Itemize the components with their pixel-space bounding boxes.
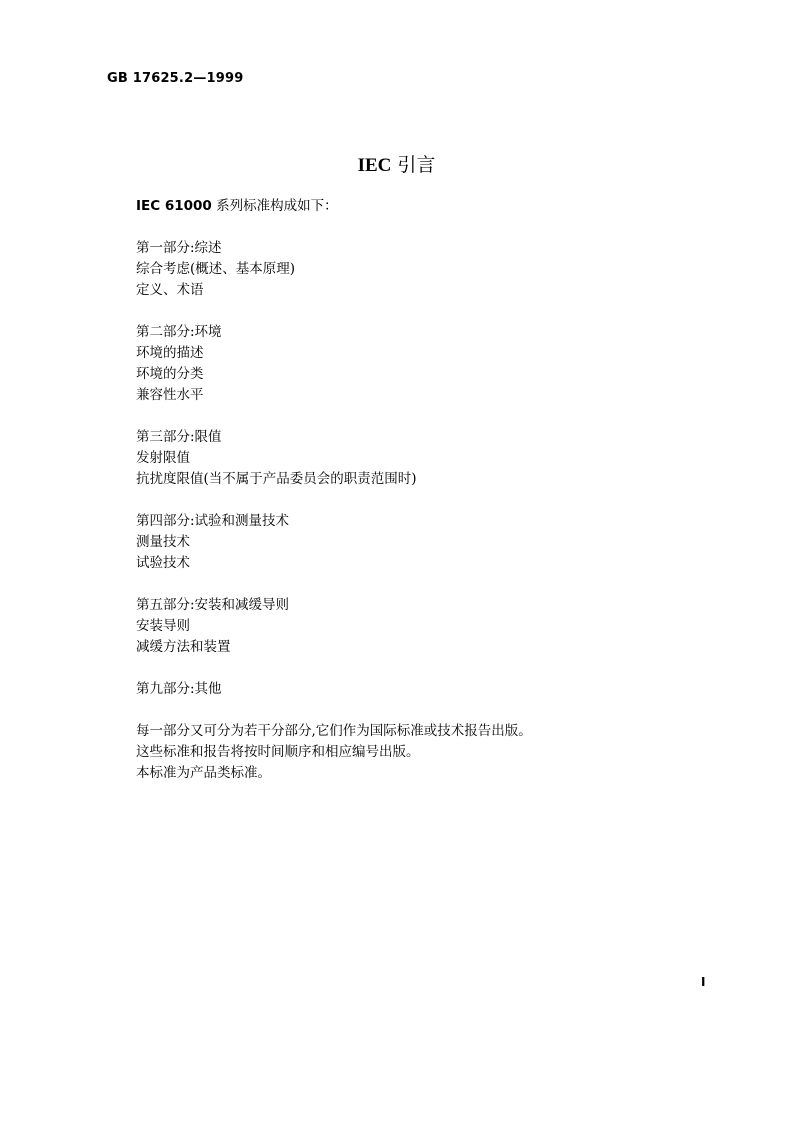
intro-series-name: IEC 61000 [136,198,212,214]
part-item: 定义、术语 [136,282,204,298]
standard-code: GB 17625.2—1999 [107,71,244,86]
part-item: 环境的描述 [136,345,204,361]
document-body [136,196,532,784]
part-item: 试验技术 [136,555,190,571]
part-heading: 第五部分:安装和减缓导则 [136,597,290,613]
title-chinese: 引言 [397,154,436,176]
part-item: 安装导则 [136,618,190,634]
intro-text: 系列标准构成如下： [216,198,338,214]
page-number: I [701,975,706,989]
part-heading: 第三部分:限值 [136,429,222,445]
page-title [0,150,793,177]
intro-line [136,196,532,217]
part-heading: 第四部分:试验和测量技术 [136,513,290,529]
part-item: 环境的分类 [136,366,204,382]
closing-paragraph: 这些标准和报告将按时间顺序和相应编号出版。 [136,744,420,760]
part-item: 综合考虑(概述、基本原理) [136,261,296,277]
part-item: 发射限值 [136,450,190,466]
title-latin: IEC [357,155,392,176]
closing-paragraph: 本标准为产品类标准。 [136,765,271,781]
part-heading: 第二部分:环境 [136,324,222,340]
part-item: 兼容性水平 [136,387,204,403]
closing-paragraph: 每一部分又可分为若干分部分,它们作为国际标准或技术报告出版。 [136,723,532,739]
part-heading: 第一部分:综述 [136,240,222,256]
part-heading: 第九部分:其他 [136,681,222,697]
part-item: 测量技术 [136,534,190,550]
part-item: 抗扰度限值(当不属于产品委员会的职责范围时) [136,471,417,487]
part-item: 减缓方法和装置 [136,639,231,655]
